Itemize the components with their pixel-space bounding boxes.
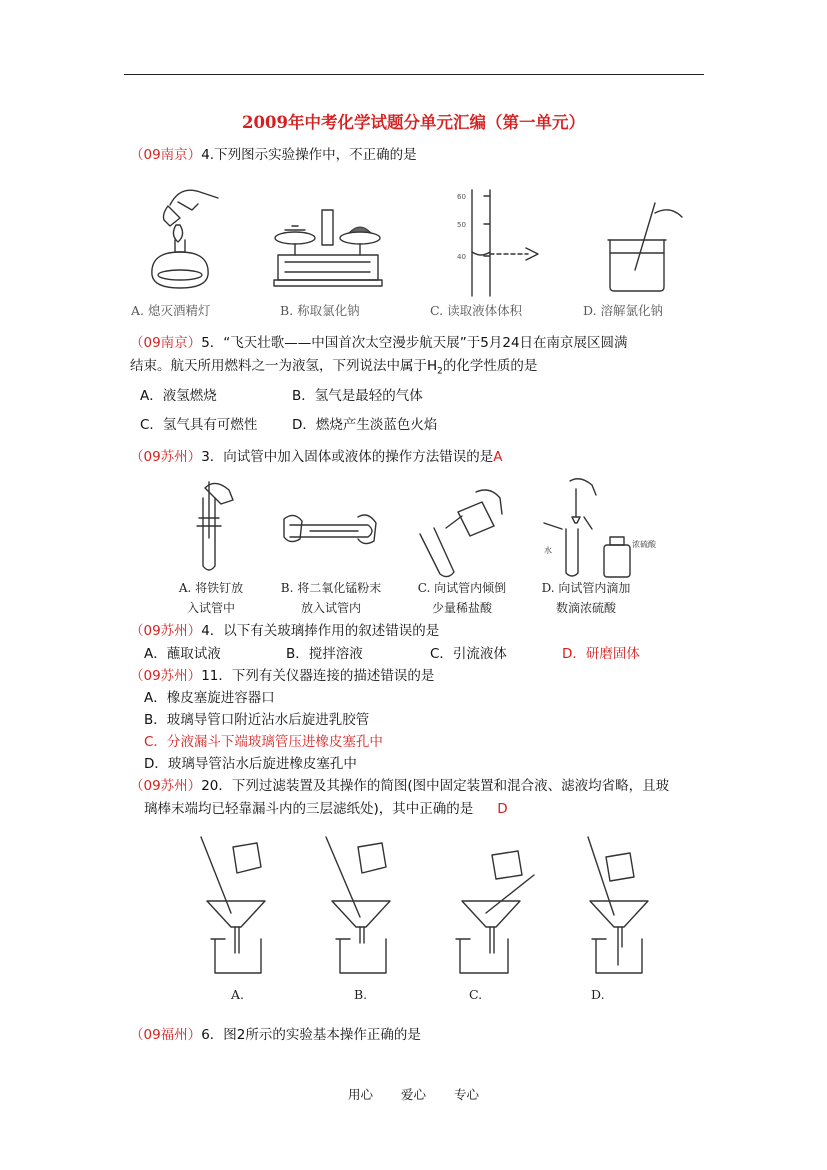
caption-c-line1: C. 向试管内倾倒 xyxy=(417,581,507,595)
header-rule xyxy=(124,74,704,75)
filter-label-b: B. xyxy=(354,987,368,1002)
bottle-label-water: 水 xyxy=(544,546,552,555)
question-source: （09南京） xyxy=(130,147,202,163)
figure-iron-nail-tube xyxy=(185,478,245,578)
question-2 xyxy=(130,334,628,352)
answer: D xyxy=(497,801,508,817)
question-source: （09苏州） xyxy=(130,778,202,794)
figure-balance xyxy=(270,200,385,295)
question-source: （09福州） xyxy=(130,1027,202,1043)
caption-a: A. 熄灭酒精灯 xyxy=(131,303,211,318)
caption-a-line2: 入试管中 xyxy=(186,601,235,615)
question-text: 4．以下有关玻璃捧作用的叙述错误的是 xyxy=(201,623,440,639)
figure-filter-a xyxy=(195,835,285,980)
option-d: D．研磨固体 xyxy=(562,646,640,662)
question-6-line2 xyxy=(144,800,508,818)
figure-dissolving-beaker xyxy=(600,195,700,295)
question-4 xyxy=(130,622,439,640)
figure-alcohol-lamp xyxy=(140,180,230,295)
caption-a xyxy=(176,578,246,618)
page-title: 2009年中考化学试题分单元汇编（第一单元） xyxy=(242,113,585,132)
option-d: D．燃烧产生淡蓝色火焰 xyxy=(292,417,438,433)
caption-c: C. 读取液体体积 xyxy=(430,303,523,318)
figure-powder-tube xyxy=(280,505,380,555)
caption-a-line1: A. 将铁钉放 xyxy=(178,581,244,595)
question-source: （09南京） xyxy=(130,335,202,351)
question-source: （09苏州） xyxy=(130,668,202,684)
option-c: C．氢气具有可燃性 xyxy=(140,417,258,433)
option-d: D．玻璃导管沾水后旋进橡皮塞孔中 xyxy=(144,756,357,772)
caption-b-line2: 放入试管内 xyxy=(300,601,361,615)
option-c: C．引流液体 xyxy=(430,646,507,662)
scale-tick-40: 40 xyxy=(457,253,466,261)
question-3 xyxy=(130,448,503,466)
question-text: 11．下列有关仪器连接的描述错误的是 xyxy=(201,668,435,684)
question-1 xyxy=(130,146,417,164)
option-a: A．蘸取试液 xyxy=(144,646,221,662)
option-b: B．玻璃导管口附近沾水后旋进乳胶管 xyxy=(144,712,370,728)
question-text: 6．图2所示的实验基本操作正确的是 xyxy=(201,1027,421,1043)
caption-d-line1: D. 向试管内滴加 xyxy=(541,581,631,595)
question-text-line1: 5．“飞天壮歌——中国首次太空漫步航天展”于5月24日在南京展区圆满 xyxy=(201,335,628,351)
figure-filter-b xyxy=(320,835,410,980)
caption-b-line1: B. 将二氧化锰粉末 xyxy=(280,581,382,595)
question-2-line2 xyxy=(130,357,537,381)
figure-filter-d xyxy=(578,835,668,980)
option-c: C．分液漏斗下端玻璃管压进橡皮塞孔中 xyxy=(144,734,383,750)
footer-item: 爱心 xyxy=(400,1087,426,1102)
answer: A xyxy=(493,449,503,465)
option-b: B．搅拌溶液 xyxy=(286,646,363,662)
scale-tick-50: 50 xyxy=(457,221,466,229)
footer-item: 专心 xyxy=(454,1087,480,1102)
option-a: A．橡皮塞旋进容器口 xyxy=(144,690,275,706)
figure-graduated-cylinder xyxy=(450,188,550,298)
figure-filter-c xyxy=(450,835,550,980)
caption-d-line2: 数滴浓硫酸 xyxy=(555,601,616,615)
question-source: （09苏州） xyxy=(130,449,202,465)
caption-d: D. 溶解氯化钠 xyxy=(583,303,664,318)
question-text-line2b: 的化学性质的是 xyxy=(442,358,538,374)
filter-label-a: A. xyxy=(231,987,245,1002)
question-6 xyxy=(130,777,669,795)
figure-drop-acid xyxy=(540,475,660,580)
subscript: 2 xyxy=(437,366,443,377)
figure-pour-liquid xyxy=(410,482,510,582)
option-a: A．液氢燃烧 xyxy=(140,388,217,404)
footer-item: 用心 xyxy=(347,1087,373,1102)
caption-d xyxy=(536,578,636,618)
page-footer xyxy=(0,1085,827,1103)
bottle-label-acid: 浓硫酸 xyxy=(632,540,656,549)
scale-tick-60: 60 xyxy=(457,193,466,201)
filter-label-c: C. xyxy=(469,987,483,1002)
question-text: 3．向试管中加入固体或液体的操作方法错误的是 xyxy=(201,449,494,465)
filter-label-d: D. xyxy=(591,987,605,1002)
question-text-line2: 结束。航天所用燃料之一为液氢，下列说法中属于H xyxy=(130,358,438,374)
question-7 xyxy=(130,1026,421,1044)
caption-c xyxy=(412,578,512,618)
question-text: 4.下列图示实验操作中，不正确的是 xyxy=(201,147,417,163)
question-text-line1: 20．下列过滤装置及其操作的简图(图中固定装置和混合液、滤液均省略，且玻 xyxy=(201,778,670,794)
question-source: （09苏州） xyxy=(130,623,202,639)
caption-c-line2: 少量稀盐酸 xyxy=(431,601,492,615)
question-text-line2: 璃棒末端均已轻靠漏斗内的三层滤纸处)，其中正确的是 xyxy=(144,801,474,817)
option-b: B．氢气是最轻的气体 xyxy=(292,388,423,404)
question-5 xyxy=(130,667,434,685)
caption-b: B. 称取氯化钠 xyxy=(280,303,360,318)
caption-b xyxy=(276,578,386,618)
